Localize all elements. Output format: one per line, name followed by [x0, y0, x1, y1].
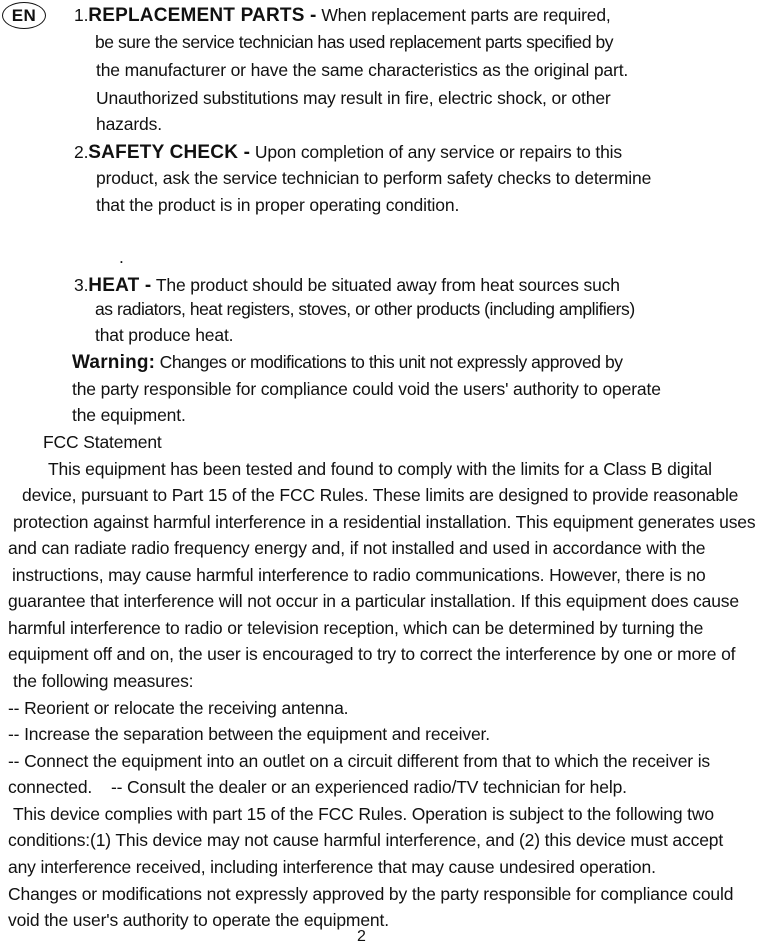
item-1-heading-line [74, 2, 611, 30]
fcc-line: -- Reorient or relocate the receiving antenna. [8, 698, 349, 718]
item-1-line-1: When replacement parts are required, [321, 5, 611, 25]
item-2-line-3: that the product is in proper operating condition. [96, 195, 460, 215]
item-1-title: REPLACEMENT PARTS - [88, 5, 317, 26]
warning-line-3: the equipment. [72, 405, 186, 425]
language-badge: EN [2, 2, 46, 29]
fcc-heading: FCC Statement [43, 432, 162, 452]
warning-line-2: the party responsible for compliance could void the users' authority to operate [72, 379, 661, 399]
fcc-line: instructions, may cause harmful interference to radio communications. However, there is no [12, 565, 706, 585]
fcc-line: connected. -- Consult the dealer or an experienced radio/TV technician for help. [8, 777, 627, 797]
fcc-line: -- Increase the separation between the equipment and receiver. [8, 724, 490, 744]
fcc-line: This device complies with part 15 of the FCC Rules. Operation is subject to the following two [13, 804, 714, 824]
fcc-line: device, pursuant to Part 15 of the FCC Rules. These limits are designed to provide reasonable [22, 485, 739, 505]
item-2-line-2: product, ask the service technician to perform safety checks to determine [96, 168, 652, 188]
item-1-line-5: hazards. [96, 114, 162, 134]
item-1-line-4: Unauthorized substitutions may result in fire, electric shock, or other [96, 88, 611, 108]
fcc-line: This equipment has been tested and found to comply with the limits for a Class B digital [48, 459, 712, 479]
fcc-line: guarantee that interference will not occur in a particular installation. If this equipment does cause [8, 591, 739, 611]
warning-first-line [72, 349, 623, 377]
item-3-number: 3. [74, 275, 89, 295]
warning-label: Warning: [72, 352, 156, 373]
item-1-line-2: be sure the service technician has used replacement parts specified by [95, 32, 614, 52]
fcc-line: any interference received, including interference that may cause undesired operation. [8, 857, 656, 877]
item-1-number: 1. [74, 5, 89, 25]
fcc-line: -- Connect the equipment into an outlet on a circuit different from that to which the receiver is [8, 751, 711, 771]
fcc-line: conditions:(1) This device may not cause harmful interference, and (2) this device must accept [8, 830, 724, 850]
item-3-line-3: that produce heat. [95, 325, 234, 345]
item-2-number: 2. [74, 142, 89, 162]
fcc-line: harmful interference to radio or television reception, which can be determined by turning the [8, 618, 704, 638]
fcc-line: Changes or modifications not expressly approved by the party responsible for compliance could [8, 884, 734, 904]
fcc-line: equipment off and on, the user is encouraged to try to correct the interference by one or more of [8, 644, 736, 664]
warning-line-1: Changes or modifications to this unit not expressly approved by [159, 352, 623, 372]
fcc-line: protection against harmful interference in a residential installation. This equipment generates uses [13, 512, 756, 532]
item-3-line-1: The product should be situated away from heat sources such [155, 275, 620, 295]
item-1-line-3: the manufacturer or have the same characteristics as the original part. [96, 60, 629, 80]
item-2-line-1: Upon completion of any service or repairs to this [254, 142, 623, 162]
item-2-heading-line [74, 139, 622, 167]
item-3-title: HEAT - [88, 275, 152, 296]
page-number: 2 [357, 928, 366, 945]
item-2-stray-dot: . [119, 247, 124, 267]
item-3-line-2: as radiators, heat registers, stoves, or other products (including amplifiers) [95, 299, 635, 319]
fcc-line: and can radiate radio frequency energy and, if not installed and used in accordance with the [8, 538, 706, 558]
item-2-title: SAFETY CHECK - [88, 142, 251, 163]
fcc-line: void the user's authority to operate the equipment. [8, 910, 389, 930]
fcc-line: the following measures: [13, 671, 194, 691]
